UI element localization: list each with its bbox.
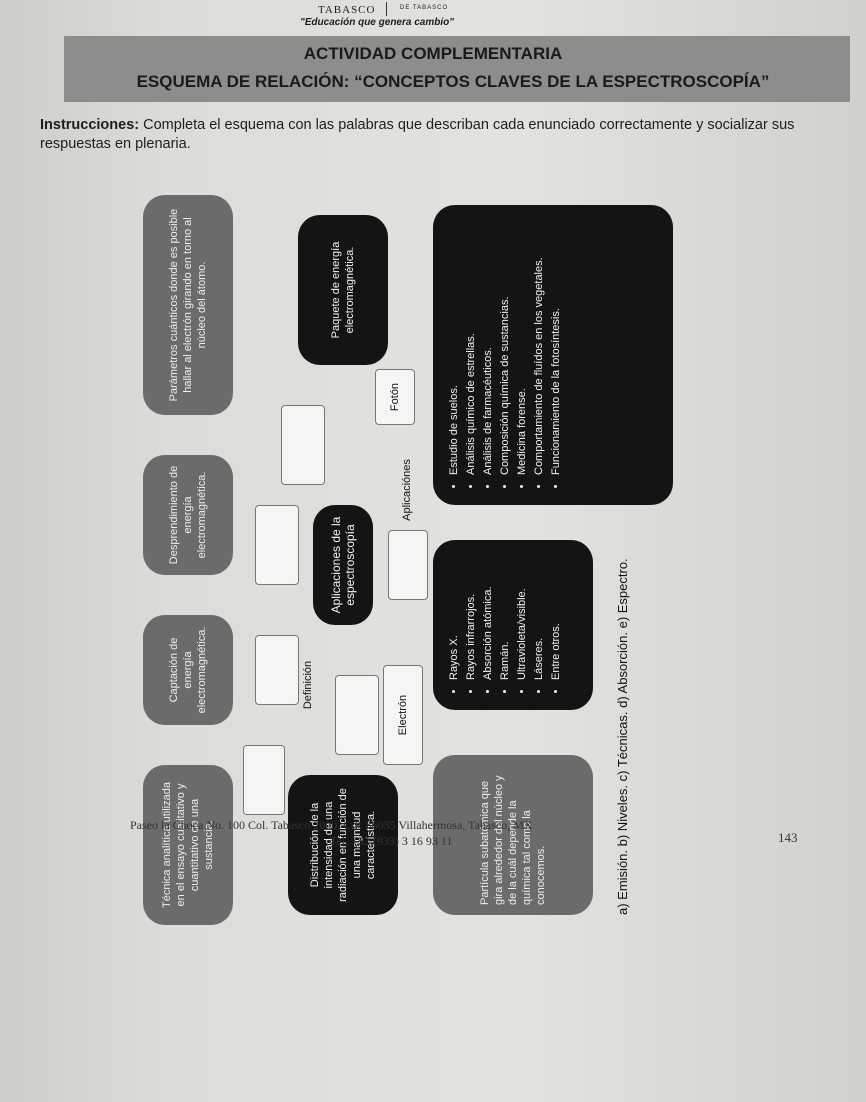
instructions-label: Instrucciones: (40, 117, 140, 133)
list-item: • Estudio de suelos. (447, 221, 461, 475)
answer-options: a) Emisión. b) Niveles. c) Técnicas. d) Absorción. e) Espectro. (615, 558, 630, 915)
blank-box-5[interactable] (335, 675, 379, 755)
box-aplicaciones-list (433, 205, 673, 505)
list-item: • Medicina forense. (515, 221, 529, 475)
blank-box-3[interactable] (255, 505, 299, 585)
list-item: • Ultravioleta/visible. (515, 556, 529, 680)
list-item: • Composición química de sustancias. (498, 221, 512, 475)
list-item: • Rayos infrarrojos. (464, 556, 478, 680)
list-item: • Análisis químico de estrellas. (464, 221, 478, 475)
page-subtitle: ESQUEMA DE RELACIÓN: “CONCEPTOS CLAVES DE LA ESPECTROSCOPÍA” (136, 72, 770, 91)
box-captacion: Captación de energía electromagnética. (143, 615, 233, 725)
footer-tel: Tel. +52 (933) 3 16 93 11 (330, 834, 453, 848)
tecnicas-list (447, 556, 563, 694)
list-item: • Láseres. (532, 556, 546, 680)
list-item: • Absorción atómica. (481, 556, 495, 680)
header-separator (386, 2, 387, 16)
page-title: ACTIVIDAD COMPLEMENTARIA (303, 44, 563, 63)
footer-address: Paseo la Choca No. 100 Col. Tabasco 2000, C.P. 86035 Villahermosa, Tabasco, MX (130, 818, 533, 832)
box-foton: Fotón (375, 369, 415, 425)
instructions (40, 116, 840, 154)
blank-box-6[interactable] (388, 530, 428, 600)
box-aplicaciones-center: Aplicaciones de la espectroscopía (313, 505, 373, 625)
page-number: 143 (778, 830, 798, 845)
box-paquete: Paquete de energía electromagnética. (298, 215, 388, 365)
header-motto: "Educación que genera cambio" (300, 17, 454, 28)
box-distribucion: Distribución de la intensidad de una radiación en función de una magnitud característica. (288, 775, 398, 915)
instructions-text: Completa el esquema con las palabras que describan cada enunciado correctamente y socializar sus respuestas en plenaria. (40, 117, 795, 152)
header-logo-small: DE TABASCO (400, 5, 449, 11)
box-electron: Electrón (383, 665, 423, 765)
list-item: • Comportamiento de fluídos en los vegetales. (532, 221, 546, 475)
box-particula: Partícula subatómica que gira alrededor del núcleo y de la cuál depende la química tal como la conocemos. (433, 755, 593, 915)
blank-box-4[interactable] (281, 405, 325, 485)
header-logo-text: TABASCO (318, 4, 376, 16)
list-item: • Entre otros. (549, 556, 563, 680)
box-parametros: Parámetros cuánticos donde es posible hallar al electrón girando en torno al núcleo del átomo. (143, 195, 233, 415)
box-tecnica: Técnica analítica utilizada en el ensayo cualitativo y cuantitativo de una sustancia. (143, 765, 233, 925)
list-item: • Funcionamiento de la fotosíntesis. (549, 221, 563, 475)
box-desprendimiento: Desprendimiento de energía electromagnética. (143, 455, 233, 575)
blank-box-1[interactable] (243, 745, 285, 815)
list-item: • Ramán. (498, 556, 512, 680)
list-item: • Rayos X. (447, 556, 461, 680)
label-aplicaciones: Aplicaciónes (401, 459, 413, 521)
label-definicion: Definición (302, 660, 314, 710)
aplicaciones-list (447, 221, 563, 489)
box-tecnicas-list (433, 540, 593, 710)
list-item: • Análisis de farmacéuticos. (481, 221, 495, 475)
